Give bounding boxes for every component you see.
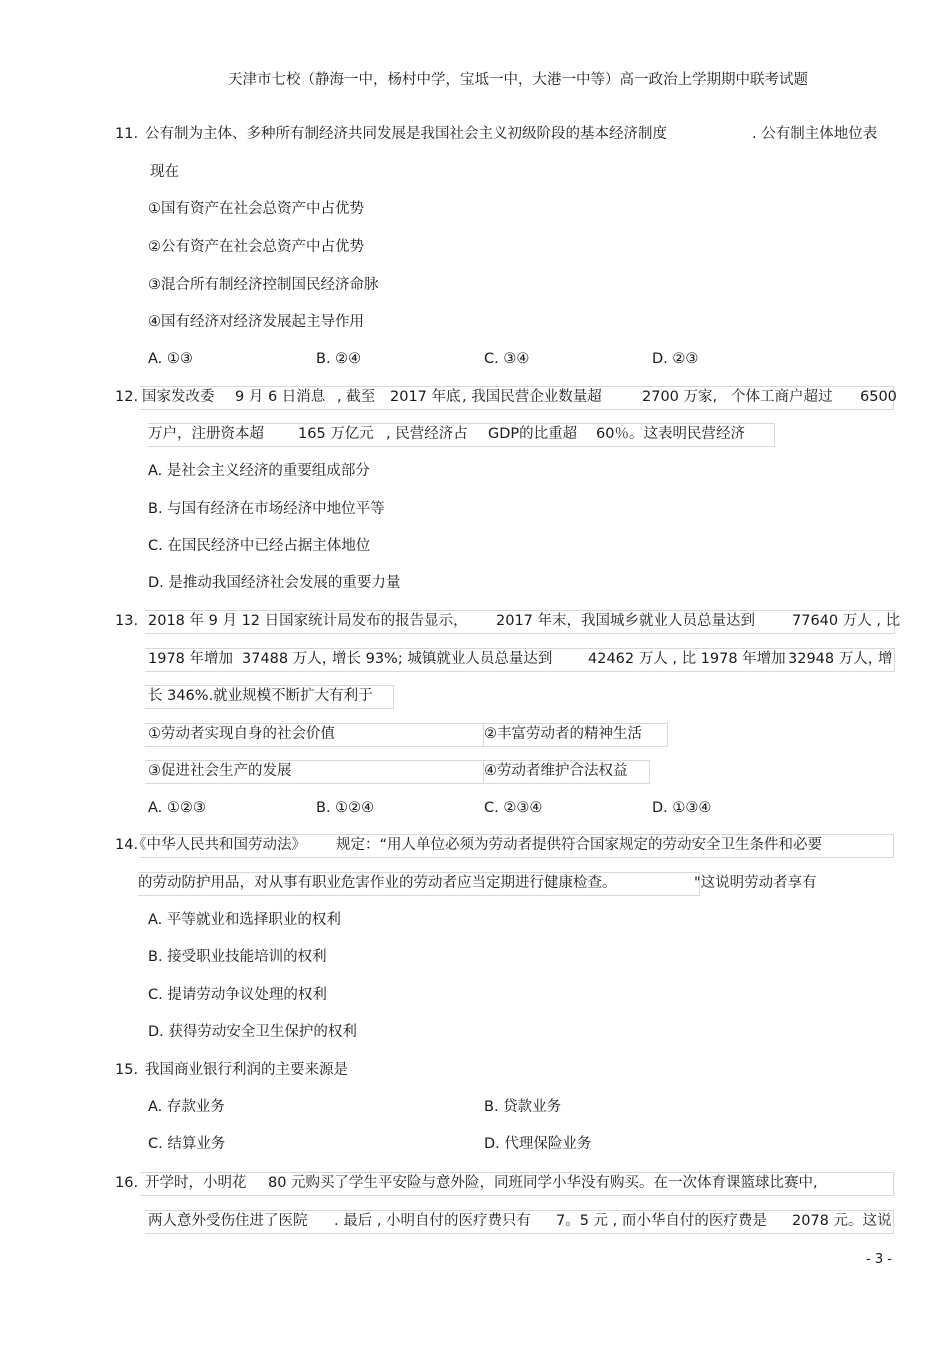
- question-stem: , 我国民营企业数量超: [462, 389, 602, 405]
- question-number: 16.: [115, 1175, 139, 1191]
- question-stem: 77640 万人 , 比: [792, 613, 901, 629]
- question-stem: 增: [878, 651, 893, 667]
- question-stem: , 截至: [337, 389, 376, 405]
- question-stem: 2017 年底: [390, 389, 461, 405]
- question-stem: 165 万亿元: [298, 426, 374, 442]
- question-stem: 现在: [150, 164, 179, 180]
- question-stem: 2017 年末，我国城乡就业人员总量达到: [496, 613, 756, 629]
- answer-option-c: C. ③④: [484, 351, 530, 367]
- answer-option-b: B. ②④: [316, 351, 362, 367]
- answer-option-b: B. ①②④: [316, 800, 375, 816]
- page-number: - 3 -: [866, 1252, 892, 1267]
- question-stem: , 民营经济占: [386, 426, 468, 442]
- question-number: 13.: [115, 613, 139, 629]
- answer-option-d: D. ②③: [652, 351, 699, 367]
- answer-option-a: A. 平等就业和选择职业的权利: [148, 912, 341, 928]
- answer-option-a: A. 是社会主义经济的重要组成部分: [148, 463, 370, 479]
- question-stem: 1978 年增加: [148, 651, 234, 667]
- question-stem: GDP的比重超: [488, 426, 578, 442]
- question-stem: 2078 元。这说: [792, 1213, 892, 1229]
- question-stem: 37488 万人，: [242, 651, 337, 667]
- answer-option-c: C. 在国民经济中已经占据主体地位: [148, 538, 371, 554]
- question-stem: 两人意外受伤住进了医院: [148, 1213, 308, 1229]
- question-number: 14.: [115, 837, 139, 853]
- question-number: 15.: [115, 1062, 139, 1078]
- answer-option-c: C. ②③④: [484, 800, 543, 816]
- answer-option-a: A. ①②③: [148, 800, 206, 816]
- question-stem: 7。5 元 , 而小华自付的医疗费是: [556, 1213, 767, 1229]
- question-stem: 公有制为主体、多种所有制经济共同发展是我国社会主义初级阶段的基本经济制度: [145, 126, 667, 142]
- question-stem: 个体工商户超过: [731, 389, 833, 405]
- question-stem: 增长 93%; 城镇就业人员总量达到: [332, 651, 553, 667]
- answer-option-d: D. 获得劳动安全卫生保护的权利: [148, 1024, 357, 1040]
- statement-item: ①劳动者实现自身的社会价值: [148, 726, 335, 742]
- question-number: 12.: [115, 389, 139, 405]
- answer-option-b: B. 与国有经济在市场经济中地位平等: [148, 501, 385, 517]
- answer-option-a: A. ①③: [148, 351, 193, 367]
- question-stem: . 最后 , 小明自付的医疗费只有: [334, 1213, 532, 1229]
- question-stem: 32948 万人，: [788, 651, 883, 667]
- statement-item: ③促进社会生产的发展: [148, 763, 292, 779]
- question-stem: 开学时，小明花: [145, 1175, 247, 1191]
- statement-item: ③混合所有制经济控制国民经济命脉: [148, 277, 379, 293]
- question-stem: 2018 年 9 月 12 日国家统计局发布的报告显示，: [148, 613, 468, 629]
- document-title: 天津市七校（静海一中，杨村中学，宝坻一中，大港一中等）高一政治上学期期中联考试题: [228, 72, 808, 88]
- question-stem: 6500: [860, 389, 897, 405]
- question-stem: . 公有制主体地位表: [752, 126, 878, 142]
- statement-item: ④劳动者维护合法权益: [484, 763, 628, 779]
- answer-option-c: C. 提请劳动争议处理的权利: [148, 987, 327, 1003]
- answer-option-b: B. 贷款业务: [484, 1099, 562, 1115]
- answer-option-d: D. ①③④: [652, 800, 712, 816]
- answer-option-d: D. 代理保险业务: [484, 1136, 592, 1152]
- question-stem: 80 元购买了学生平安险与意外险，同班同学小华没有购买。在一次体育课篮球比赛中,: [268, 1175, 818, 1191]
- question-stem: 我国商业银行利润的主要来源是: [145, 1062, 348, 1078]
- question-stem: 42462 万人 , 比 1978 年增加: [588, 651, 786, 667]
- question-number: 11.: [115, 126, 139, 142]
- question-stem: 的劳动防护用品，对从事有职业危害作业的劳动者应当定期进行健康检查。: [138, 875, 617, 891]
- question-stem: "这说明劳动者享有: [694, 875, 817, 891]
- question-stem: 9 月 6 日消息: [235, 389, 326, 405]
- question-stem: 《中华人民共和国劳动法》: [132, 837, 306, 853]
- answer-option-c: C. 结算业务: [148, 1136, 226, 1152]
- question-stem: 60％。这表明民营经济: [596, 426, 745, 442]
- statement-item: ①国有资产在社会总资产中占优势: [148, 201, 364, 217]
- answer-option-b: B. 接受职业技能培训的权利: [148, 949, 327, 965]
- question-stem: 2700 万家,: [642, 389, 718, 405]
- question-stem: 规定：“用人单位必须为劳动者提供符合国家规定的劳动安全卫生条件和必要: [336, 837, 823, 853]
- answer-option-d: D. 是推动我国经济社会发展的重要力量: [148, 575, 401, 591]
- statement-item: ④国有经济对经济发展起主导作用: [148, 314, 364, 330]
- question-stem: 国家发改委: [142, 389, 215, 405]
- statement-item: ②丰富劳动者的精神生活: [484, 726, 642, 742]
- statement-item: ②公有资产在社会总资产中占优势: [148, 239, 364, 255]
- answer-option-a: A. 存款业务: [148, 1099, 225, 1115]
- question-stem: 长 346%.就业规模不断扩大有利于: [148, 688, 373, 704]
- question-stem: 万户，注册资本超: [148, 426, 264, 442]
